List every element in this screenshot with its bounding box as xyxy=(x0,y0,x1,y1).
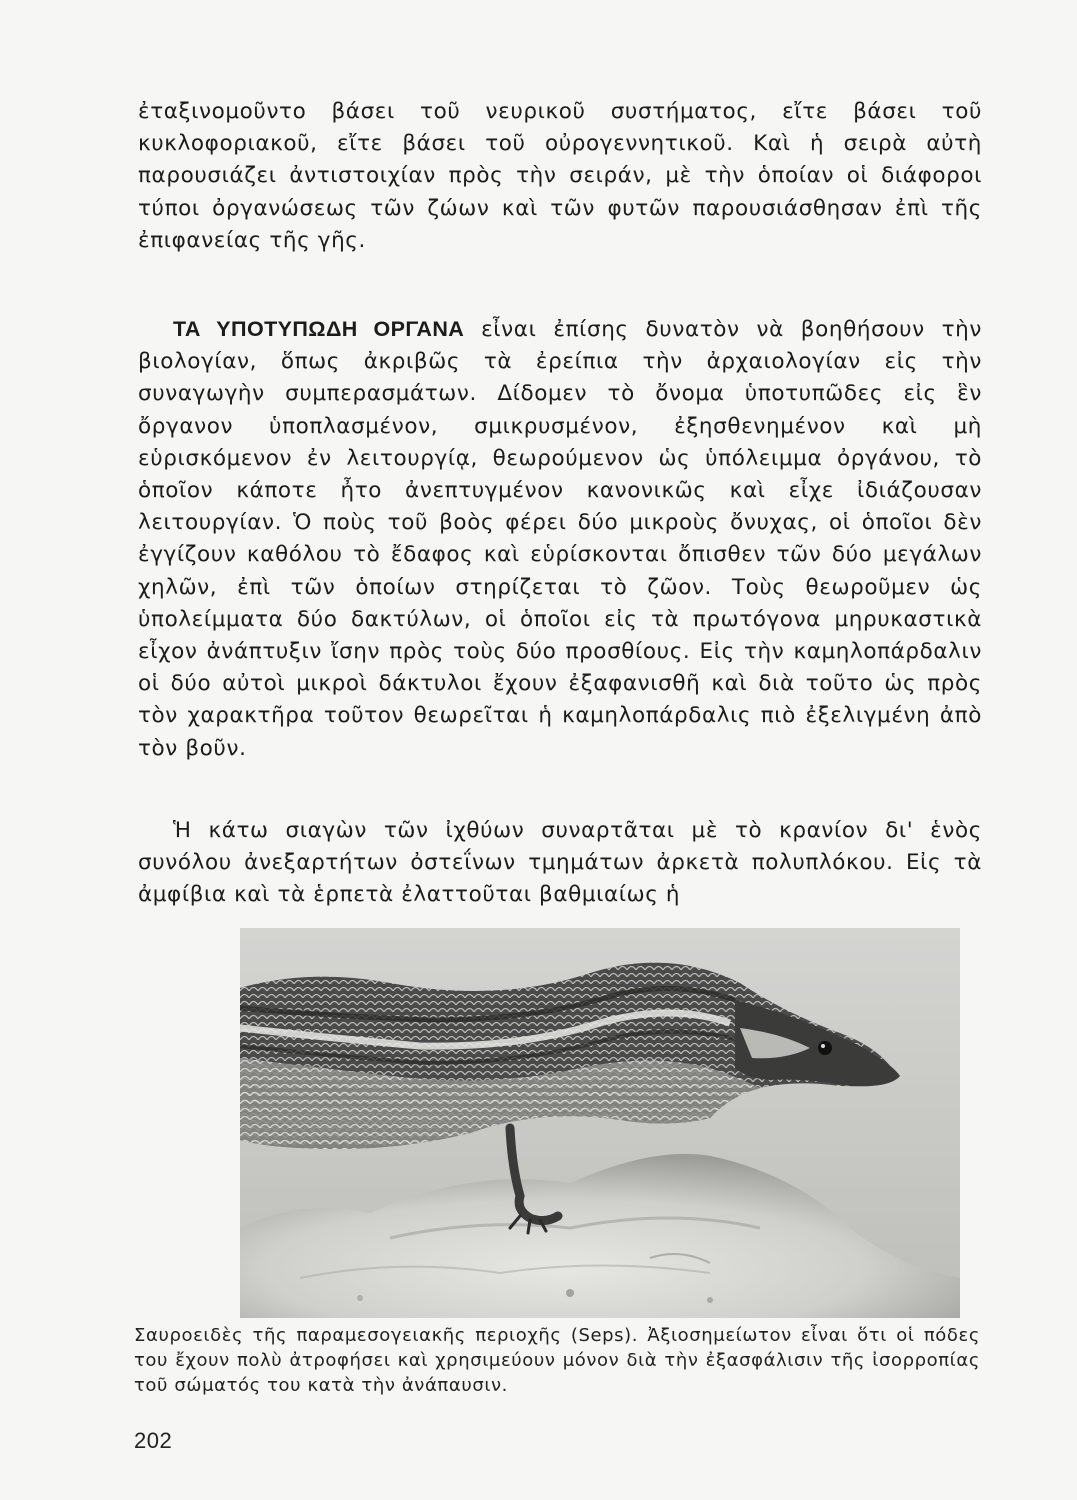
section-heading: ΤΑ ΥΠΟΤΥΠΩΔΗ ΟΡΓΑΝΑ xyxy=(173,317,465,341)
paragraph-classification: ἐταξινομοῦντο βάσει τοῦ νευρικοῦ συστήματος, εἴτε βάσει τοῦ κυκλοφοριακοῦ, εἴτε βάσει τοῦ οὐρογεννητικοῦ. Καὶ ἡ σειρὰ αὐτὴ παρουσιάζει ἀντιστοιχίαν πρὸς τὴν σειράν, μὲ τὴν ὁποίαν οἱ διάφοροι τύποι ὀργανώσεως τῶν ζώων καὶ τῶν φυτῶν παρουσιάσθησαν ἐπὶ τῆς ἐπιφανείας τῆς γῆς. xyxy=(138,99,982,253)
figure-caption: Σαυροειδὲς τῆς παραμεσογειακῆς περιοχῆς (Seps). Ἀξιοσημείωτον εἶναι ὅτι οἱ πόδες του ἔχουν πολὺ ἀτροφήσει καὶ χρησιμεύουν μόνον διὰ τὴν ἐξασφάλισιν τῆς ἰσορροπίας τοῦ σώματός του κατὰ τὴν ἀνάπαυσιν. xyxy=(134,1325,980,1396)
paragraph-lower-jaw: Ἡ κάτω σιαγὼν τῶν ἰχθύων συναρτᾶται μὲ τὸ κρανίον δι' ἑνὸς συνόλου ἀνεξαρτήτων ὀστεΐνων τμημάτων ἀρκετὰ πολυπλόκου. Εἰς τὰ ἀμφίβια καὶ τὰ ἑρπετὰ ἐλαττοῦται βαθμιαίως ἡ xyxy=(138,818,982,908)
skink-illustration xyxy=(240,928,960,1318)
paragraph-vestigial-organs-body: εἶναι ἐπίσης δυνατὸν νὰ βοηθήσουν τὴν βιολογίαν, ὅπως ἀκριβῶς τὰ ἐρείπια τὴν ἀρχαιολογίαν εἰς τὴν συναγωγὴν συμπερασμάτων. Δίδομεν τὸ ὄνομα ὑποτυπῶδες εἰς ἓν ὄργανον ὑποπλασμένον, σμικρυσμένον, ἐξησθενημένον καὶ μὴ εὑρισκόμενον ἐν λειτουργίᾳ, θεωρούμενον ὡς ὑπόλειμμα ὀργάνου, τὸ ὁποῖον κάποτε ἦτο ἀνεπτυγμένον κανονικῶς καὶ εἶχε ἰδιάζουσαν λειτουργίαν. Ὁ ποὺς τοῦ βοὸς φέρει δύο μικροὺς ὄνυχας, οἱ ὁποῖοι δὲν ἐγγίζουν καθόλου τὸ ἔδαφος καὶ εὑρίσκονται ὄπισθεν τῶν δύο μεγάλων χηλῶν, ἐπὶ τῶν ὁποίων στηρίζεται τὸ ζῶον. Τοὺς θεωροῦμεν ὡς ὑπολείμματα δύο δακτύλων, οἱ ὁποῖοι εἰς τὰ πρωτόγονα μηρυκαστικὰ εἶχον ἀνάπτυξιν ἴσην πρὸς τοὺς δύο προσθίους. Εἰς τὴν καμηλοπάρδαλιν οἱ δύο αὐτοὶ μικροὶ δάκτυλοι ἔχουν ἐξαφανισθῆ καὶ διὰ τοῦτο ὡς πρὸς τὸν χαρακτῆρα τοῦτον θεωρεῖται ἡ καμηλοπάρδαλις πιὸ ἐξελιγμένη ἀπὸ τὸν βοῦν. xyxy=(138,317,982,761)
skink-photograph xyxy=(240,928,960,1318)
paragraph-vestigial-organs xyxy=(138,313,982,765)
page-number: 202 xyxy=(134,1428,173,1453)
